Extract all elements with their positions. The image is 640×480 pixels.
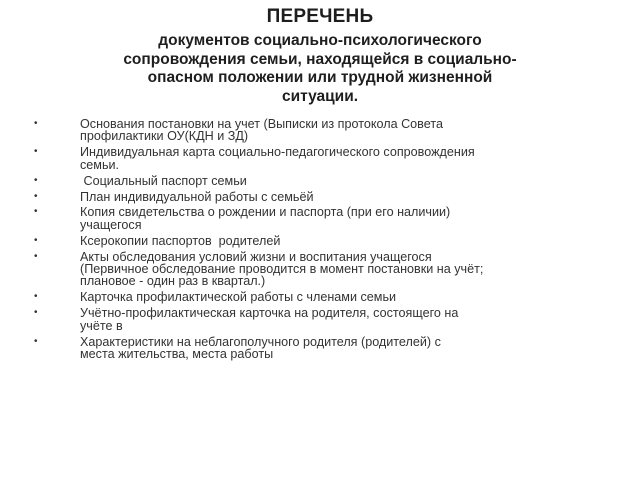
bullet-icon: • [34, 174, 38, 186]
list-item [34, 206, 610, 231]
bullet-icon: • [34, 307, 38, 319]
list-item-text: Социальный паспорт семьи [80, 173, 247, 188]
list-item [34, 251, 610, 288]
list-item [34, 175, 610, 187]
bullet-icon: • [34, 291, 38, 303]
list-item-text: Характеристики на неблагополучного родителя (родителей) с места жительства, места работы [80, 334, 441, 361]
list-item-text: Основания постановки на учет (Выписки из протокола Совета профилактики ОУ(КДН и ЗД) [80, 117, 443, 144]
list-item [34, 191, 610, 203]
bullet-icon: • [34, 206, 38, 218]
list-item-text: Учётно-профилактическая карточка на родителя, состоящего на учёте в [80, 306, 459, 333]
list-item-text: План индивидуальной работы с семьёй [80, 189, 314, 204]
bullet-icon: • [34, 335, 38, 347]
title-block [40, 6, 600, 106]
list-item-text: Карточка профилактической работы с членами семьи [80, 290, 397, 305]
page-title: ПЕРЕЧЕНЬ [266, 6, 374, 27]
bullet-icon: • [34, 234, 38, 246]
list-item [34, 307, 610, 332]
bullet-icon: • [34, 118, 38, 129]
list-item [34, 336, 610, 361]
document-list [34, 118, 610, 364]
list-item [34, 235, 610, 247]
list-item-text: Ксерокопии паспортов родителей [80, 233, 281, 248]
list-item [34, 291, 610, 303]
list-item-text: Копия свидетельства о рождении и паспорта (при его наличии) учащегося [80, 205, 451, 232]
page-subtitle: документов социально-психологического сопровождения семьи, находящейся в социально- опасном положении или трудной жизненной ситуации. [123, 32, 517, 105]
list-item-text: Индивидуальная карта социально-педагогического сопровождения семьи. [80, 145, 475, 172]
list-item-text: Акты обследования условий жизни и воспитания учащегося (Первичное обследование проводится в момент постановки на учёт; плановое - один раз в квартал.) [80, 249, 484, 289]
bullet-icon: • [34, 190, 38, 202]
bullet-icon: • [34, 146, 38, 158]
list-item [34, 146, 610, 171]
list-item [34, 118, 610, 143]
bullet-icon: • [34, 250, 38, 262]
